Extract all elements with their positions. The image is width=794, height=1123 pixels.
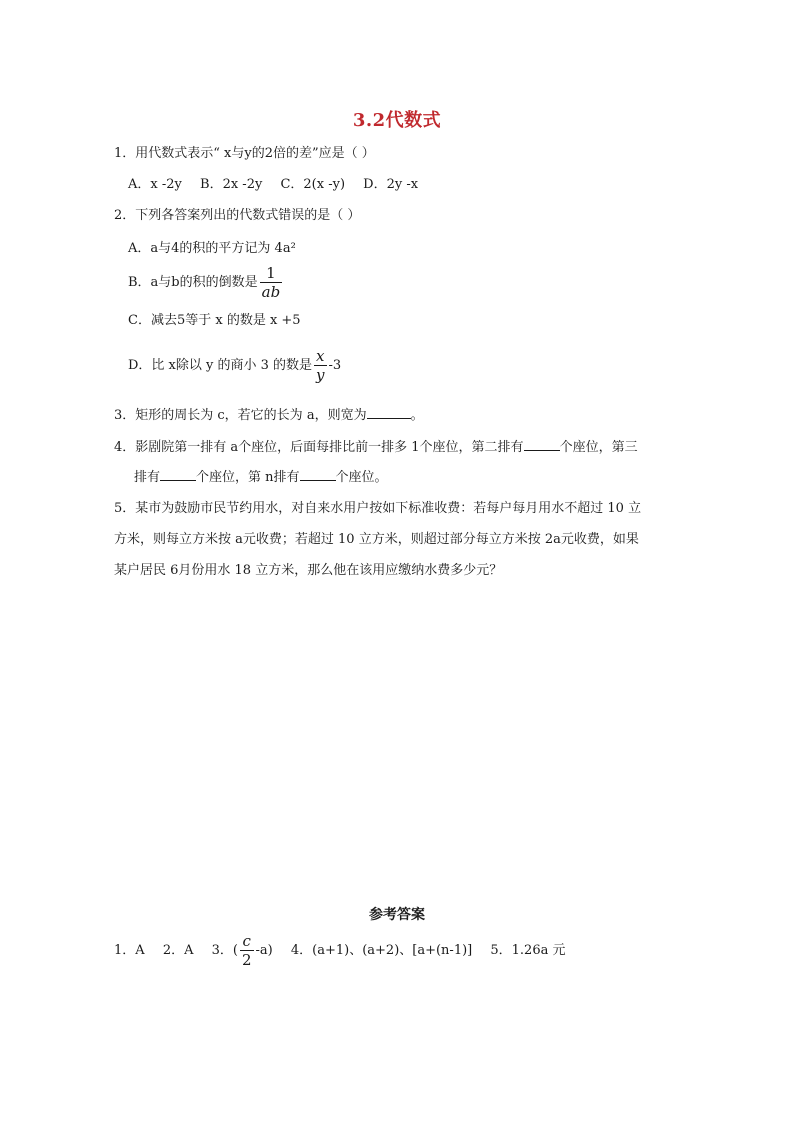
question-2-option-b — [128, 264, 284, 301]
answer-blank — [300, 468, 336, 481]
question-4-line-1 — [114, 438, 638, 457]
answer-blank — [367, 406, 411, 419]
fraction-numerator: c — [240, 932, 254, 951]
question-3 — [114, 406, 424, 425]
fraction-denominator: 2 — [241, 951, 252, 969]
answer-5: 5．1.26a 元 — [490, 943, 566, 958]
question-1-option-b: B．2x -2y — [200, 177, 263, 192]
question-1-option-c: C．2(x -y) — [280, 177, 346, 192]
question-1-stem: 1．用代数式表示“ x与y的2倍的差”应是（ ） — [114, 146, 375, 161]
question-3-text: 3．矩形的周长为 c，若它的长为 a，则宽为 — [114, 408, 367, 423]
answer-blank — [524, 438, 560, 451]
question-2-option-c: C．减去5等于 x 的数是 x +5 — [128, 313, 301, 328]
question-5-line-3: 某户居民 6月份用水 18 立方米，那么他在该用应缴纳水费多少元？ — [114, 563, 503, 578]
fraction-denominator: ab — [261, 283, 281, 301]
question-5-line-2: 方米，则每立方米按 a元收费；若超过 10 立方米，则超过部分每立方米按 2a元收费，如果 — [114, 532, 639, 547]
question-2-option-a: A．a与4的积的平方记为 4a² — [128, 241, 296, 256]
answer-4: 4．(a+1)、(a+2)、[a+(n-1)] — [290, 943, 473, 958]
question-2-option-d — [128, 347, 341, 384]
question-4-text-1: 4．影剧院第一排有 a个座位，后面每排比前一排多 1个座位，第二排有 — [114, 440, 524, 455]
answer-3-suffix: -a) — [255, 943, 273, 958]
question-2-option-d-tail: -3 — [328, 358, 342, 373]
question-4-text-5: 个座位。 — [335, 470, 388, 485]
question-2-stem: 2．下列各答案列出的代数式错误的是（ ） — [114, 208, 361, 223]
fraction-one-over-ab — [260, 264, 283, 301]
fraction-c-over-2 — [240, 932, 254, 969]
answer-1: 1．A — [114, 943, 145, 958]
answer-2: 2．A — [162, 943, 194, 958]
answer-section-title: 参考答案 — [369, 907, 425, 923]
question-5-line-1: 5．某市为鼓励市民节约用水，对自来水用户按如下标准收费：若每户每月用水不超过 10 立 — [114, 501, 642, 516]
fraction-numerator: x — [314, 347, 326, 366]
question-1-option-a: A．x -2y — [128, 177, 182, 192]
page-title: 3.2代数式 — [352, 110, 442, 131]
question-2-option-b-text: B．a与b的积的倒数是 — [128, 275, 258, 290]
answer-blank — [160, 468, 196, 481]
question-4-text-3: 排有 — [134, 470, 161, 485]
question-4-text-2: 个座位，第三 — [559, 440, 638, 455]
answers-line — [114, 932, 565, 969]
question-1-options — [128, 176, 418, 194]
answer-3-prefix: 3．( — [211, 943, 238, 958]
question-4-text-4: 个座位，第 n排有 — [196, 470, 300, 485]
fraction-x-over-y — [314, 347, 326, 384]
question-4-line-2 — [134, 468, 388, 487]
question-2-option-d-text: D．比 x除以 y 的商小 3 的数是 — [128, 358, 313, 373]
question-1-option-d: D．2y -x — [363, 177, 419, 192]
question-3-end: 。 — [410, 408, 424, 423]
fraction-denominator: y — [316, 366, 325, 384]
fraction-numerator: 1 — [260, 264, 283, 283]
